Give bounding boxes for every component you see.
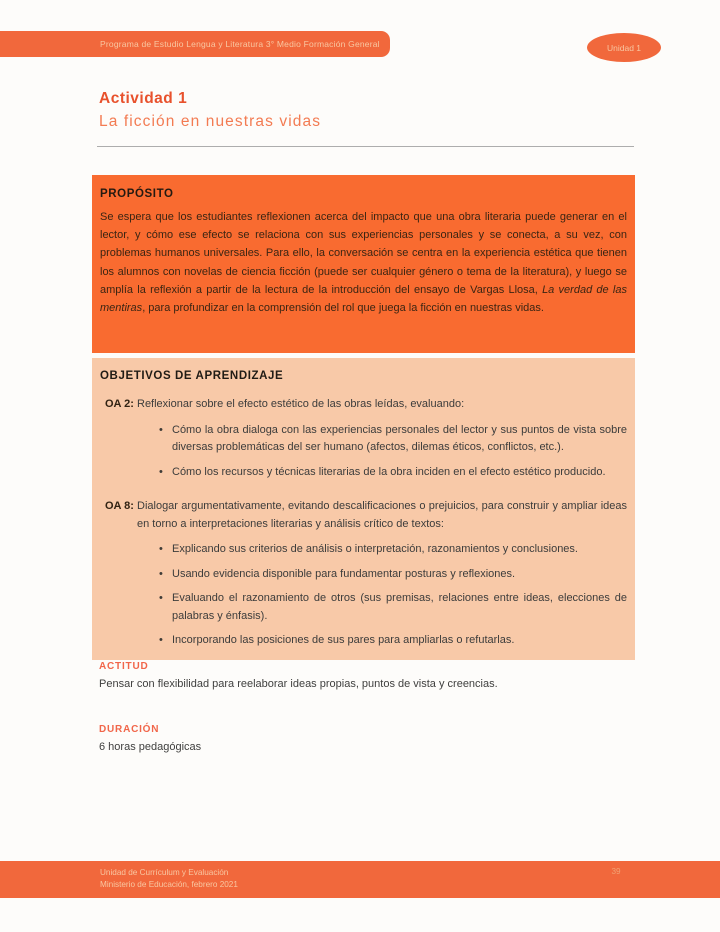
unit-badge-label: Unidad 1 — [606, 42, 642, 53]
oa8-bullet: • Explicando sus criterios de análisis o interpretación, razonamientos y conclusiones. — [172, 541, 627, 559]
proposito-text-intro: Se espera que los estudiantes reflexionen acerca del impacto que una obra literaria puede generar en el lector, y cómo ese efecto se relaciona con sus experiencias personales y se conecta, a su vez, con problemas humanos universales. Para ello, la conversación se centra en la experiencia estética que tienen los alumnos con novelas de ciencia ficción (puede ser cualquier género o tema de la literatura), y luego se amplía la reflexión a partir de la lectura de la introducción del ensayo de Vargas Llosa, — [100, 211, 627, 296]
header-program-bar — [0, 31, 390, 57]
proposito-box — [92, 175, 635, 353]
actitud-body: Pensar con flexibilidad para reelaborar ideas propias, puntos de vista y creencias. — [99, 678, 498, 690]
oa8-bullet: • Incorporando las posiciones de sus pares para ampliarlas o refutarlas. — [172, 632, 627, 650]
actitud-heading: ACTITUD — [99, 661, 149, 672]
oa2-text: Reflexionar sobre el efecto estético de las obras leídas, evaluando: — [137, 398, 465, 410]
oa8-label: OA 8: — [105, 500, 134, 512]
duracion-body: 6 horas pedagógicas — [99, 741, 202, 753]
duracion-heading: DURACIÓN — [99, 724, 160, 735]
oa8-text: Dialogar argumentativamente, evitando descalificaciones o prejuicios, para construir y ampliar ideas en torno a interpretaciones literarias y análisis crítico de textos: — [137, 500, 627, 530]
proposito-text-outro: , para profundizar en la comprensión del rol que juega la ficción en nuestras vidas. — [142, 302, 544, 315]
footer-org-line2: Ministerio de Educación, febrero 2021 — [100, 879, 238, 889]
footer-org-line1: Unidad de Currículum y Evaluación — [100, 868, 229, 877]
page-number: 39 — [611, 867, 621, 876]
oa-item-oa2 — [105, 396, 627, 414]
oa2-bullet-list — [100, 422, 627, 482]
proposito-heading: PROPÓSITO — [100, 188, 174, 200]
oa8-bullet: • Usando evidencia disponible para fundamentar posturas y reflexiones. — [172, 566, 627, 584]
program-title: Programa de Estudio Lengua y Literatura 3° Medio Formación General — [100, 39, 380, 49]
objetivos-heading: OBJETIVOS DE APRENDIZAJE — [100, 370, 284, 382]
essay-title-italic: La verdad de las mentiras — [100, 283, 627, 315]
oa-item-oa8 — [105, 498, 627, 533]
activity-title: Actividad 1 — [99, 90, 188, 107]
proposito-body — [100, 208, 627, 317]
oa2-bullet: • Cómo la obra dialoga con las experiencias personales del lector y sus puntos de vista sobre diversas problemáticas del ser humano (afectos, dilemas éticos, conflictos, etc.). — [172, 422, 627, 457]
objetivos-box — [92, 358, 635, 660]
actitud-section — [99, 661, 498, 690]
title-divider — [97, 146, 634, 147]
oa8-bullet: • Evaluando el razonamiento de otros (sus premisas, relaciones entre ideas, elecciones de palabras y énfasis). — [172, 590, 627, 625]
duracion-section — [99, 724, 201, 753]
oa2-bullet: • Cómo los recursos y técnicas literarias de la obra inciden en el efecto estético producido. — [172, 464, 627, 482]
unit-badge — [587, 33, 661, 62]
oa8-bullet-list — [100, 541, 627, 650]
oa2-label: OA 2: — [105, 398, 134, 410]
activity-subtitle: La ficción en nuestras vidas — [99, 113, 322, 130]
